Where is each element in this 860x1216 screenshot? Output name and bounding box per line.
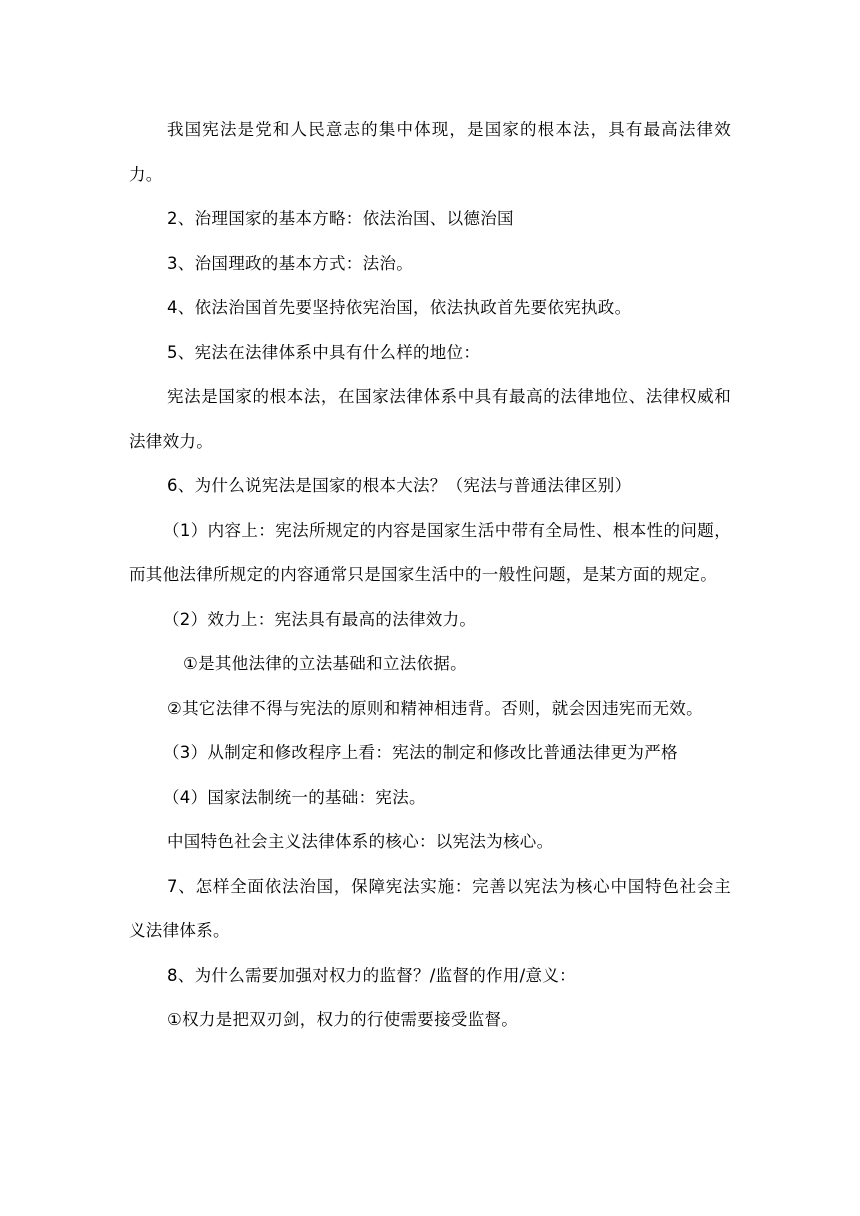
paragraph-point-8-a: ①权力是把双刃剑，权力的行使需要接受监督。 xyxy=(167,1010,519,1029)
paragraph-point-3: 3、治国理政的基本方式：法治。 xyxy=(167,253,413,273)
paragraph-point-6-content: （1）内容上：宪法所规定的内容是国家生活中带有全局性、根本性的问题，而其他法律所规定的内容通常只是国家生活中的一般性问题，是某方面的规定。 xyxy=(129,520,731,584)
paragraph-constitution-embodiment: 我国宪法是党和人民意志的集中体现，是国家的根本法，具有最高法律效力。 xyxy=(129,120,731,184)
paragraph-point-4: 4、依法治国首先要坚持依宪治国，依法执政首先要依宪执政。 xyxy=(167,298,632,317)
paragraph-point-6: 6、为什么说宪法是国家的根本大法？（宪法与普通法律区别） xyxy=(167,476,632,495)
paragraph-point-2: 2、治理国家的基本方略：依法治国、以德治国 xyxy=(167,209,514,228)
document-body xyxy=(129,108,731,1043)
paragraph-legal-system-core: 中国特色社会主义法律体系的核心：以宪法为核心。 xyxy=(167,832,554,851)
paragraph-point-8: 8、为什么需要加强对权力的监督？/监督的作用/意义： xyxy=(167,965,576,985)
paragraph-point-6-effect: （2）效力上：宪法具有最高的法律效力。 xyxy=(163,609,477,629)
paragraph-point-5: 5、宪法在法律体系中具有什么样的地位： xyxy=(167,342,481,362)
paragraph-point-6-effect-b: ②其它法律不得与宪法的原则和精神相违背。否则，就会因违宪而无效。 xyxy=(167,698,703,718)
paragraph-point-5-answer: 宪法是国家的根本法，在国家法律体系中具有最高的法律地位、法律权威和法律效力。 xyxy=(129,387,731,451)
paragraph-point-6-effect-a: ①是其他法律的立法基础和立法依据。 xyxy=(183,654,467,673)
paragraph-point-6-unity: （4）国家法制统一的基础：宪法。 xyxy=(163,787,426,807)
paragraph-point-6-procedure: （3）从制定和修改程序上看：宪法的制定和修改比普通法律更为严格 xyxy=(163,743,678,762)
paragraph-point-7: 7、怎样全面依法治国，保障宪法实施：完善以宪法为核心中国特色社会主义法律体系。 xyxy=(129,876,731,940)
